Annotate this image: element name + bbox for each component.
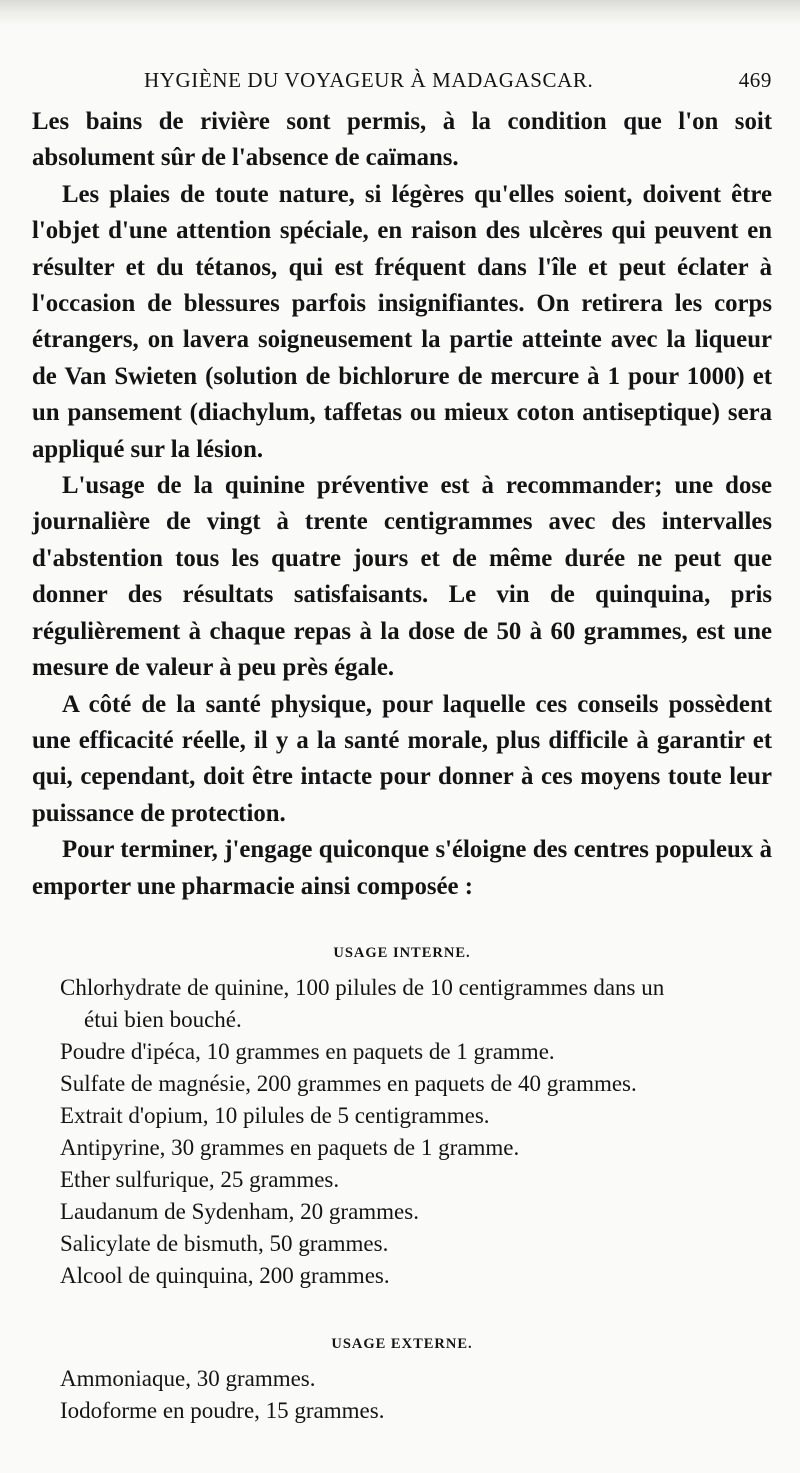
book-page <box>32 62 772 1427</box>
list-item: Iodoforme en poudre, 15 grammes. <box>60 1397 385 1423</box>
paragraph: Les bains de rivière sont permis, à la condition que l'on soit absolument sûr de l'absence de caïmans. <box>32 108 772 172</box>
scan-top-edge <box>0 0 800 26</box>
list-item: Ether sulfurique, 25 grammes. <box>60 1166 340 1192</box>
paragraph: Pour terminer, j'engage quiconque s'éloigne des centres populeux à emporter une pharmacie ainsi composée : <box>32 836 772 900</box>
usage-interne-heading: USAGE INTERNE. <box>333 944 471 961</box>
paragraph: A côté de la santé physique, pour laquelle ces conseils possèdent une efficacité réelle, il y a la santé morale, plus difficile à garantir et qui, cependant, doit être intacte pour donner à ces moyens toute leur puissance de protection. <box>32 690 772 827</box>
body-text <box>32 104 772 905</box>
list-item: Sulfate de magnésie, 200 grammes en paquets de 40 grammes. <box>60 1070 637 1096</box>
list-item <box>32 972 772 1036</box>
list-item: Poudre d'ipéca, 10 grammes en paquets de 1 gramme. <box>60 1038 555 1064</box>
usage-externe-list <box>32 1363 772 1427</box>
list-item: Alcool de quinquina, 200 grammes. <box>60 1262 390 1288</box>
item-continuation: étui bien bouché. <box>84 1006 242 1032</box>
page-number: 469 <box>738 68 772 92</box>
list-item: Antipyrine, 30 grammes en paquets de 1 gramme. <box>60 1134 520 1160</box>
item-line: Chlorhydrate de quinine, 100 pilules de 10 centigrammes dans un <box>60 974 665 1000</box>
usage-interne-list <box>32 972 772 1292</box>
running-header <box>32 62 772 104</box>
paragraph: Les plaies de toute nature, si légères qu'elles soient, doivent être l'objet d'une attention spéciale, en raison des ulcères qui peuvent en résulter et du tétanos, qui est fréquent dans l'île et peut éclater à l'occasion de blessures parfois insignifiantes. On retirera les corps étrangers, on lavera soigneusement la partie atteinte avec la liqueur de Van Swieten (solution de bichlorure de mercure à 1 pour 1000) et un pansement (diachylum, taffetas ou mieux coton antiseptique) sera appliqué sur la lésion. <box>32 180 772 463</box>
paragraph: L'usage de la quinine préventive est à recommander; une dose journalière de vingt à trente centigrammes avec des intervalles d'abstention tous les quatre jours et de même durée ne peut que donner des résultats satisfaisants. Le vin de quinquina, pris régulièrement à chaque repas à la dose de 50 à 60 grammes, est une mesure de valeur à peu près égale. <box>32 472 772 682</box>
running-title: HYGIÈNE DU VOYAGEUR À MADAGASCAR. <box>144 68 594 92</box>
list-item: Ammoniaque, 30 grammes. <box>60 1365 316 1391</box>
list-item: Laudanum de Sydenham, 20 grammes. <box>60 1198 419 1224</box>
list-item: Salicylate de bismuth, 50 grammes. <box>60 1230 389 1256</box>
usage-externe-heading: USAGE EXTERNE. <box>331 1335 473 1352</box>
list-item: Extrait d'opium, 10 pilules de 5 centigrammes. <box>60 1102 490 1128</box>
